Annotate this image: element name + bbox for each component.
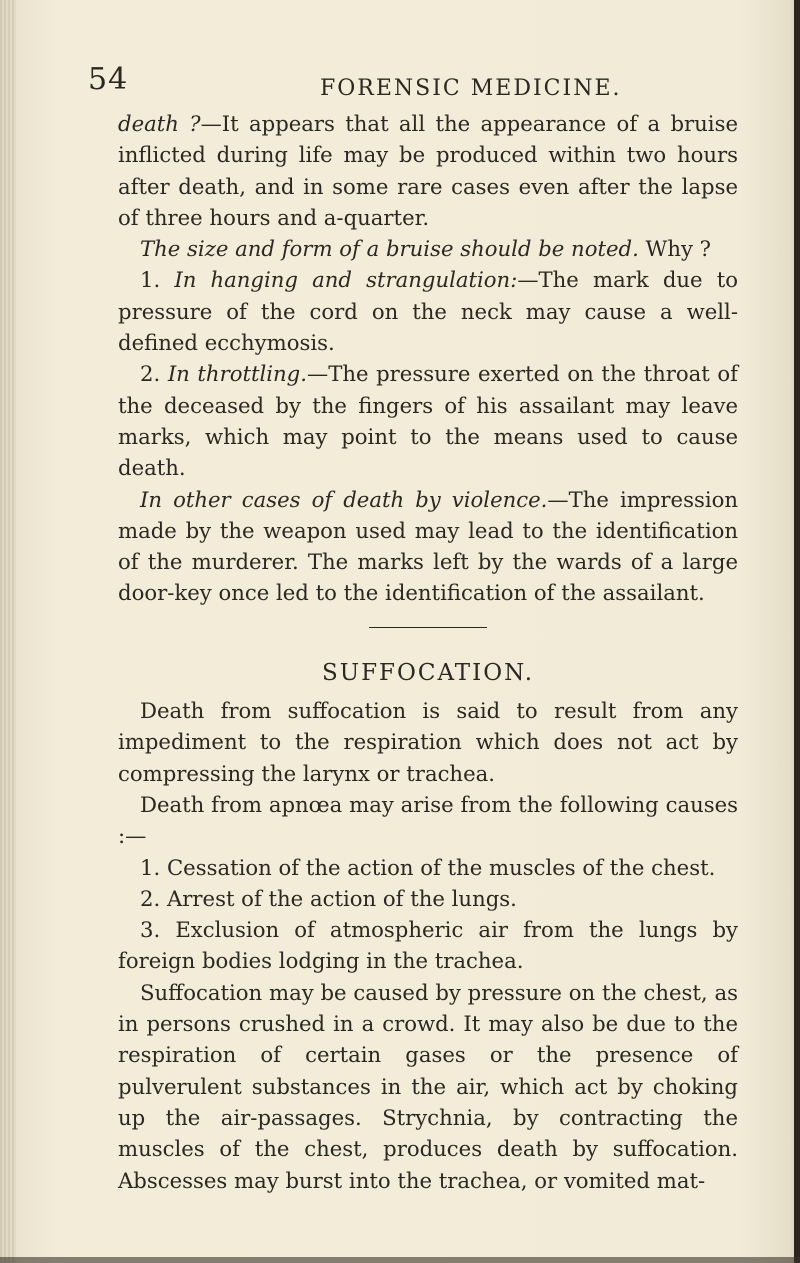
paragraph-lead: In throttling. [167, 361, 307, 387]
list-item-cessation [118, 852, 738, 883]
paragraph-violence [118, 484, 738, 609]
item-number: 1. [140, 854, 161, 880]
paragraph-hanging [118, 264, 738, 358]
running-head: FORENSIC MEDICINE. [320, 76, 622, 101]
paragraph-text: Arrest of the action of the lungs. [166, 885, 517, 911]
paragraph-text: —It appears that all the appearance of a bruise inflicted during life may be produced within two hours after death, and in some rare cases even after the lapse of three hours and a-quarter. [118, 111, 738, 230]
paragraph-lead: In other cases of death by violence. [140, 486, 548, 512]
paragraph-suffocation-def [118, 695, 738, 789]
item-number: 1. [140, 267, 161, 293]
paragraph-text: —The impression made by the weapon used may lead to the identification of the murderer. The marks left by the wards of a large door-key once led to the identification of the assailant. [118, 486, 738, 606]
section-title: SUFFOCATION. [321, 659, 535, 686]
item-number: 2. [140, 361, 161, 387]
right-page-edge [794, 0, 800, 1263]
paragraph-text: —The mark due to pressure of the cord on the neck may cause a well-defined ecchymosis. [118, 267, 738, 356]
paragraph-pressure [118, 977, 738, 1196]
paragraph-death-bruise [118, 108, 738, 233]
paragraph-apnoea [118, 789, 738, 852]
paragraph-text: —The pressure exerted on the throat of the deceased by the fingers of his assailant may leave marks, which may point to the means used to cause death. [118, 361, 738, 481]
paragraph-text: Why ? [638, 236, 712, 262]
paragraph-lead: The size and form of a bruise should be noted. [140, 236, 639, 262]
section-divider [369, 627, 487, 628]
paragraph-text: Death from apnœa may arise from the following causes :— [118, 791, 738, 849]
page-header [88, 62, 708, 102]
paragraph-text: Suffocation may be caused by pressure on the chest, as in persons crushed in a crowd. It may also be due to the respiration of certain gases or the presence of pulverulent substances in the air, which act by choking up the air-passages. Strychnia, by contracting the muscles of the chest, produces death by suffocation. Abscesses may burst into the trachea, or vomited mat- [118, 979, 738, 1193]
item-number: 3. [140, 917, 161, 943]
list-item-arrest [118, 883, 738, 914]
list-item-exclusion [118, 914, 738, 977]
paragraph-size-form [118, 233, 738, 264]
paragraph-text: Cessation of the action of the muscles of the chest. [166, 854, 716, 880]
paragraph-lead: In hanging and strangulation: [174, 267, 518, 293]
body-text [118, 108, 738, 1196]
paragraph-text: Exclusion of atmospheric air from the lungs by foreign bodies lodging in the trachea. [118, 917, 738, 974]
item-number: 2. [140, 885, 161, 911]
paragraph-text: Death from suffocation is said to result from any impediment to the respiration which does not act by compressing the larynx or trachea. [118, 698, 738, 786]
page-number: 54 [88, 62, 129, 97]
paragraph-lead: death ? [118, 111, 201, 136]
paragraph-throttling [118, 358, 738, 483]
binding-edge [0, 0, 16, 1263]
bottom-page-edge [0, 1257, 800, 1263]
